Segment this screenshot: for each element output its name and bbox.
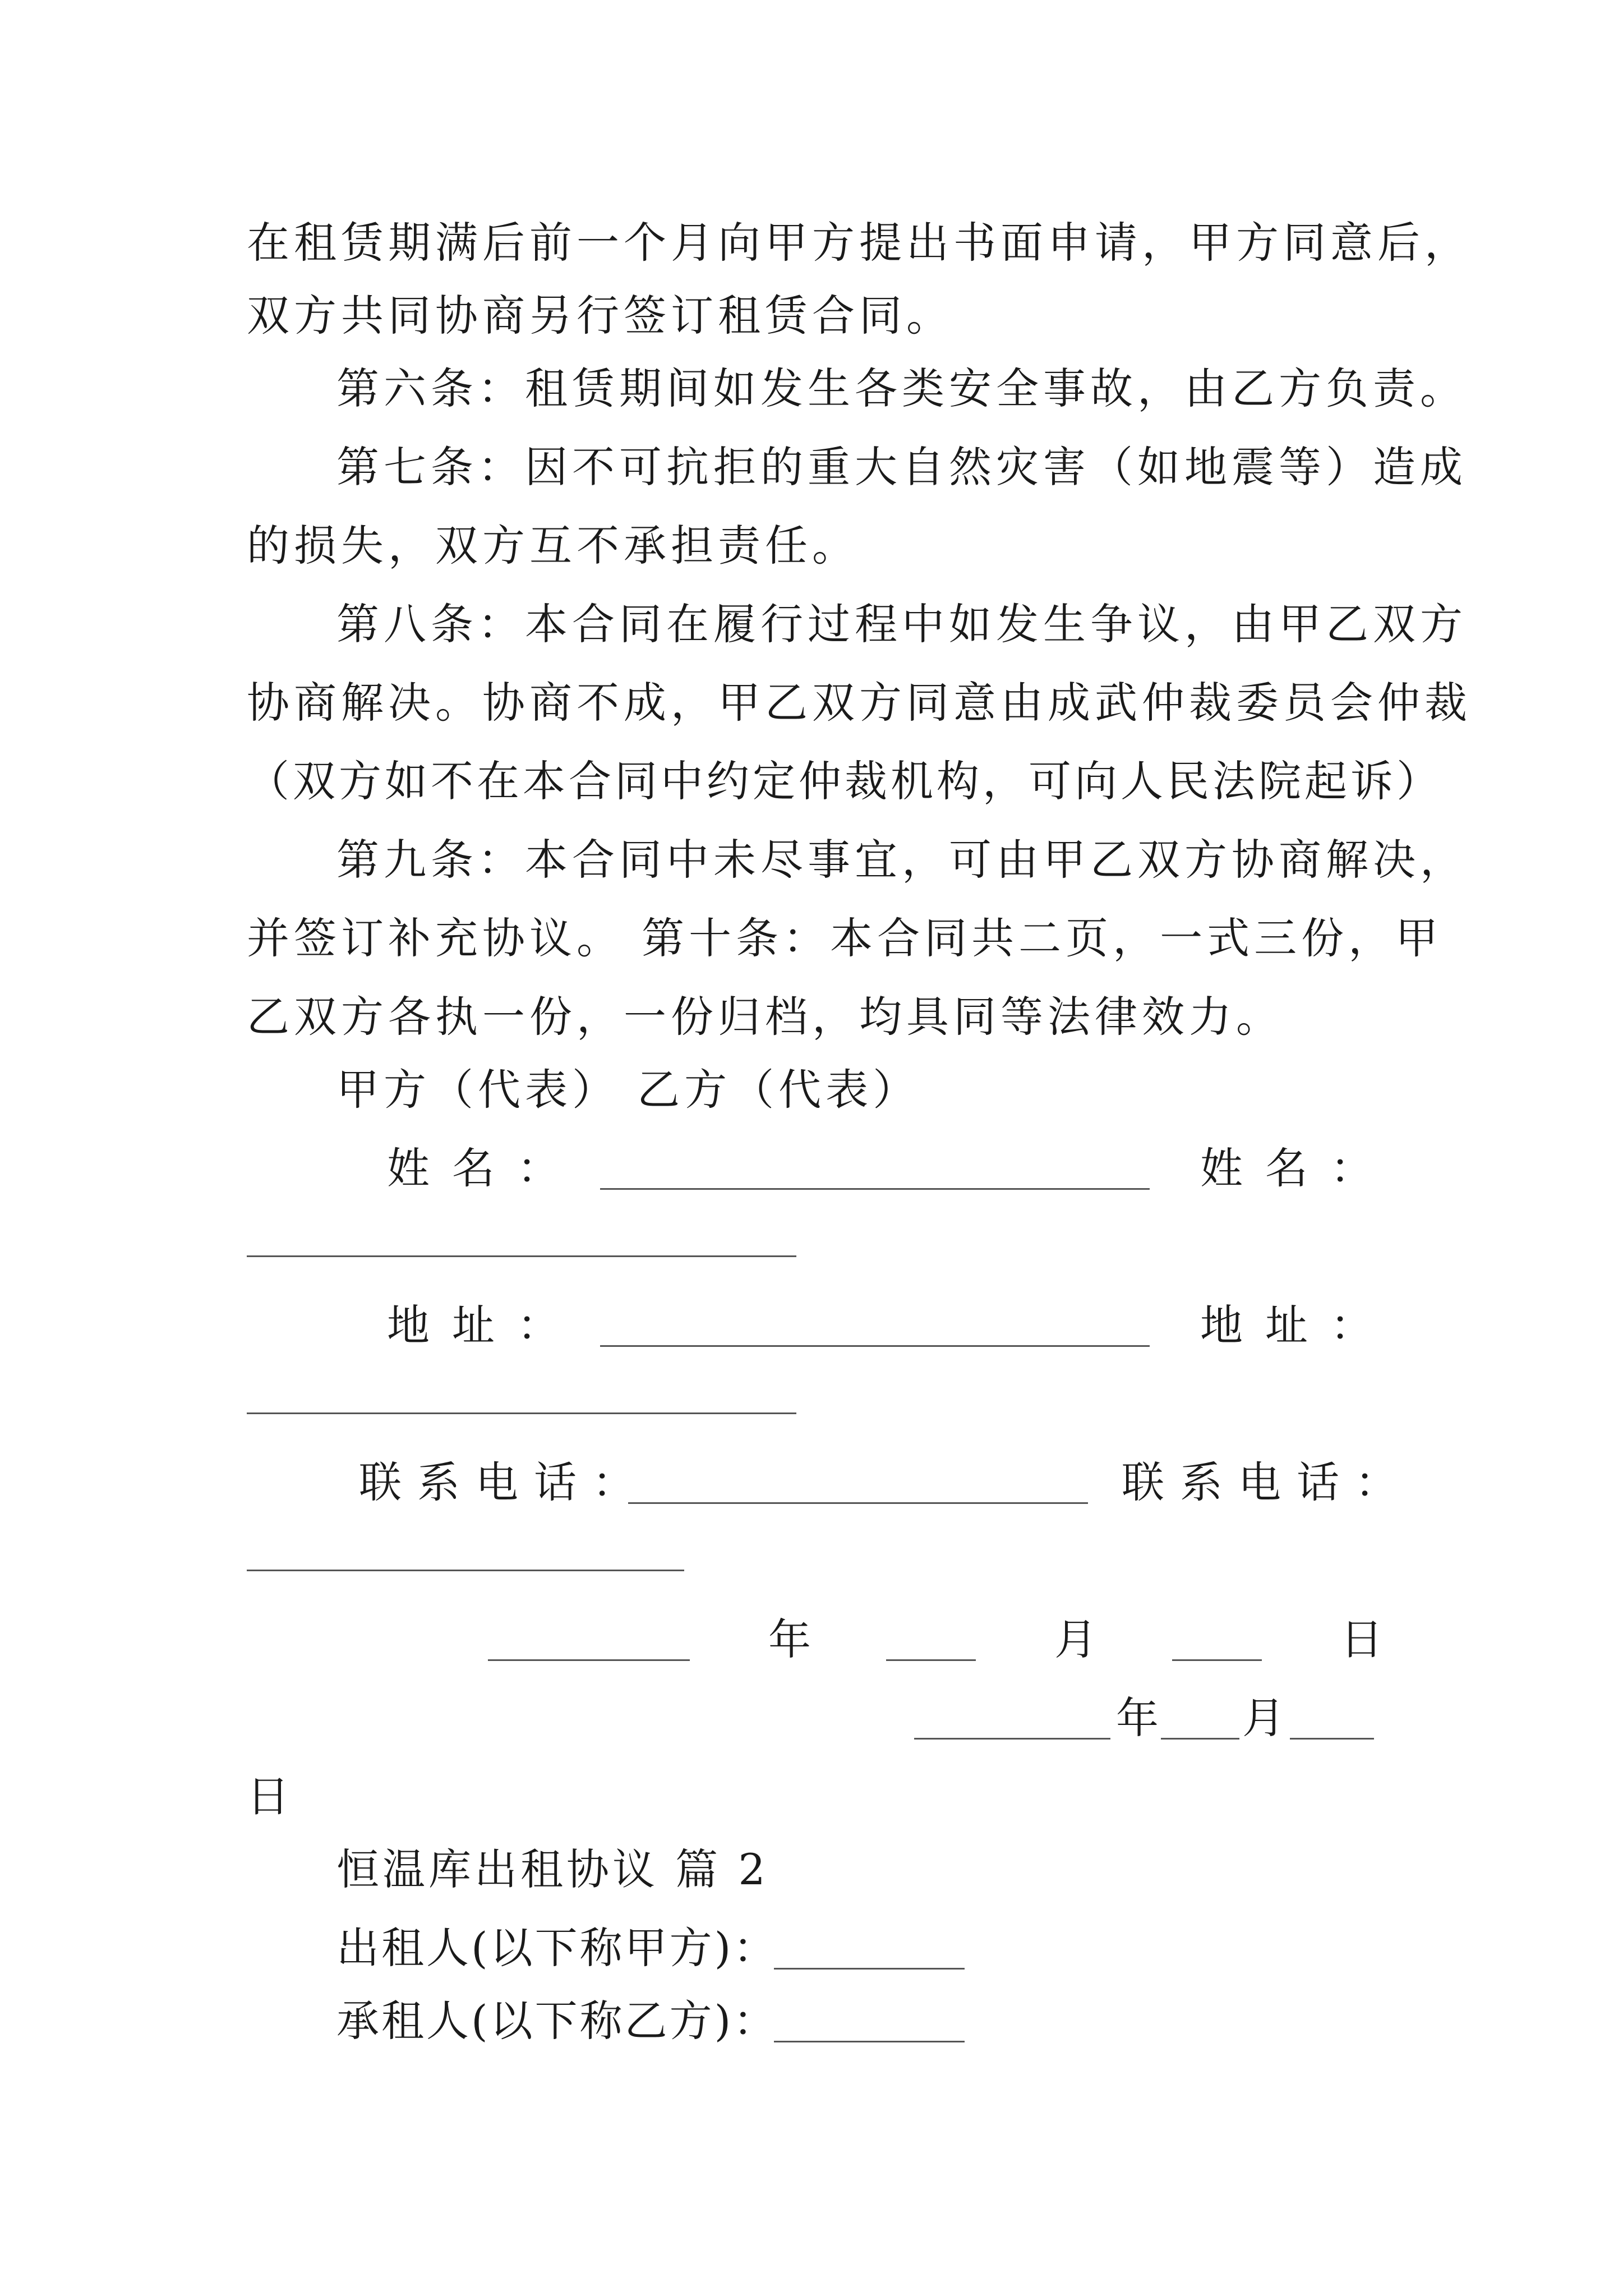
day-field-a[interactable] [1172,1659,1262,1661]
article-7-line: 第七条：因不可抗拒的重大自然灾害（如地震等）造成 [336,442,1467,492]
year-field-b[interactable] [914,1738,1110,1740]
paragraph-line: 在租赁期满后前一个月向甲方提出书面申请，甲方同意后， [247,218,1472,268]
name-field-b[interactable] [247,1255,796,1257]
address-label-b: 地址： [1200,1300,1395,1350]
paragraph-line: 双方共同协商另行签订租赁合同。 [247,291,953,341]
article-9-line: 乙双方各执一份，一份归档，均具同等法律效力。 [247,992,1283,1042]
lessee-field[interactable] [774,2041,965,2042]
lessee-label: 承租人(以下称乙方)： [336,1996,778,2046]
month-label-a: 月 [1054,1614,1101,1664]
name-field-a[interactable] [600,1188,1150,1190]
year-label-b: 年 [1116,1693,1159,1743]
day-label-b: 日 [247,1772,289,1821]
year-label-a: 年 [768,1614,815,1664]
month-label-b: 月 [1242,1693,1285,1743]
parties-label: 甲方（代表） 乙方（代表） [336,1065,920,1115]
day-field-b-line[interactable] [1290,1738,1374,1740]
article-9-line: 并签订补充协议。 第十条：本合同共二页，一式三份，甲 [247,913,1443,963]
lessor-label: 出租人(以下称甲方)： [336,1923,778,1973]
name-label-a: 姓名： [387,1143,582,1193]
article-6: 第六条：租赁期间如发生各类安全事故，由乙方负责。 [336,364,1467,413]
article-8-line: 第八条：本合同在履行过程中如发生争议，由甲乙双方 [336,599,1467,649]
article-7-line: 的损失，双方互不承担责任。 [247,521,859,570]
phone-field-a[interactable] [628,1502,1088,1504]
day-label-a: 日 [1340,1614,1387,1664]
lessor-field[interactable] [774,1968,965,1970]
phone-label-b: 联系电话： [1122,1457,1413,1507]
name-label-b: 姓名： [1200,1143,1395,1193]
year-field-a[interactable] [488,1659,690,1661]
address-field-a[interactable] [600,1345,1150,1347]
address-label-a: 地址： [387,1300,582,1350]
article-9-line: 第九条：本合同中未尽事宜，可由甲乙双方协商解决， [336,835,1467,885]
month-field-a[interactable] [886,1659,976,1661]
address-field-b[interactable] [247,1412,796,1414]
article-8-line: 协商解决。协商不成，甲乙双方同意由成武仲裁委员会仲裁 [247,678,1472,728]
phone-label-a: 联系电话： [359,1457,651,1507]
article-8-line: （双方如不在本合同中约定仲裁机构，可向人民法院起诉） [247,756,1442,806]
month-field-b[interactable] [1161,1738,1239,1740]
phone-field-b[interactable] [247,1570,684,1571]
section-title: 恒温库出租协议 篇 2 [336,1844,769,1894]
